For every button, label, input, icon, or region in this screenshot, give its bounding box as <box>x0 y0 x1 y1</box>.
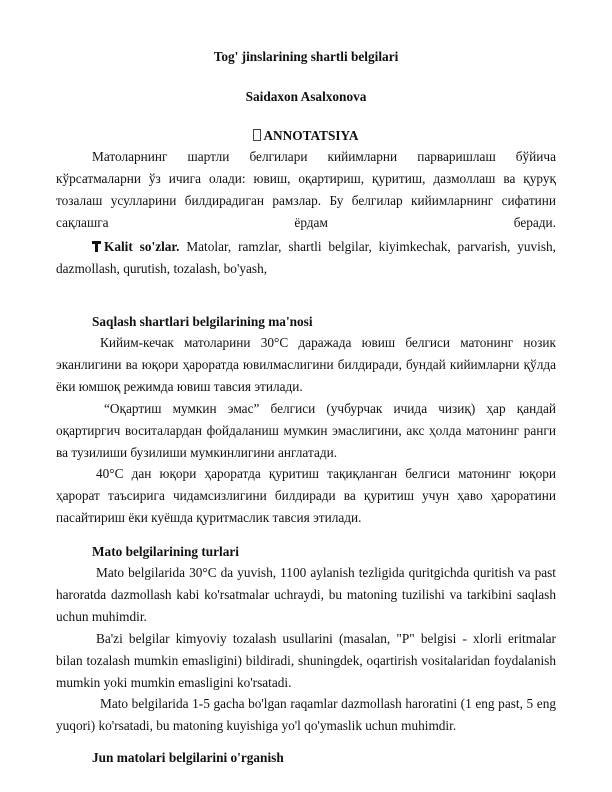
section-heading-wool-fabric-symbols: Jun matolari belgilarini o'rganish <box>92 750 284 765</box>
section-heading-fabric-symbol-types: Mato belgilarining turlari <box>92 544 239 559</box>
section-heading-storage-symbols: Saqlash shartlari belgilarining ma'nosi <box>92 314 313 329</box>
author-name: Saidaxon Asalxonova <box>245 89 367 104</box>
keywords-label: Kalit so'zlar. <box>104 239 180 254</box>
section1-paragraph-2: “Оқартиш мумкин эмас” белгиси (учбурчак ичида чизиқ) ҳар қандай оқартиргич воситалардан фойдаланиш мумкин эмаслигини, акс ҳолда матонинг ранги ва тузилиши бузилиши мумкинлигини англатади. <box>56 401 556 460</box>
annotation-paragraph: Матоларнинг шартли белгилари кийимларни парваришлаш бўйича кўрсатмаларни ўз ичига олади: ювиш, оқартириш, қуритиш, дазмоллаш ва қуруқ тозалаш усулларини билдирадиган рамзлар. Бу белгилар кийимларнинг сифатини сақлашга ёрдам беради. <box>56 149 556 230</box>
section1-paragraph-1: Кийим-кечак матоларини 30°C даражада ювиш белгиси матонинг нозик эканлигини ва юқори ҳароратда ювилмаслигини билдиради, бундай кийимларни қўлда ёки юмшоқ режимда ювиш тавсия этилади. <box>56 335 556 394</box>
annotation-heading-text: ANNOTATSIYA <box>263 128 359 143</box>
section2-paragraph-1: Mato belgilarida 30°C da yuvish, 1100 aylanish tezligida quritgichda quritish va past haroratda dazmollash kabi ko'rsatmalar uchraydi, bu matoning tuzilishi va tarkibini saqlash uchun muhimdir. <box>56 565 556 624</box>
keywords-text: Matolar, ramzlar, shartli belgilar, kiyimkechak, parvarish, yuvish, dazmollash, qurutish, tozalash, bo'yash, <box>56 239 556 276</box>
section1-paragraph-3: 40°C дан юқори ҳароратда қуритиш тақиқланган белгиси матонинг юқори ҳарорат таъсирига чидамсизлигини билдиради ва қуритиш учун ҳаво ҳароратини пасайтириш ёки куёшда қуритмаслик тавсия этилади. <box>56 466 556 525</box>
missing-glyph-icon <box>253 129 261 141</box>
annotation-heading <box>56 125 556 147</box>
keywords-paragraph <box>56 236 556 280</box>
pin-icon <box>92 241 101 252</box>
section2-paragraph-3: Mato belgilarida 1-5 gacha bo'lgan raqamlar dazmollash haroratini (1 eng past, 5 eng yuqori) ko'rsatadi, bu matoning kuyishiga yo'l qo'ymaslik uchun muhimdir. <box>56 696 556 733</box>
section2-paragraph-2: Ba'zi belgilar kimyoviy tozalash usullarini (masalan, "P" belgisi - xlorli eritmalar bilan tozalash mumkin emasligini) bildiradi, shuningdek, oqartirish vositalaridan foydalanish mumkin yoki mumkin emasligini ko'rsatadi. <box>56 631 556 690</box>
document-title: Tog' jinslarining shartli belgilari <box>213 49 399 64</box>
